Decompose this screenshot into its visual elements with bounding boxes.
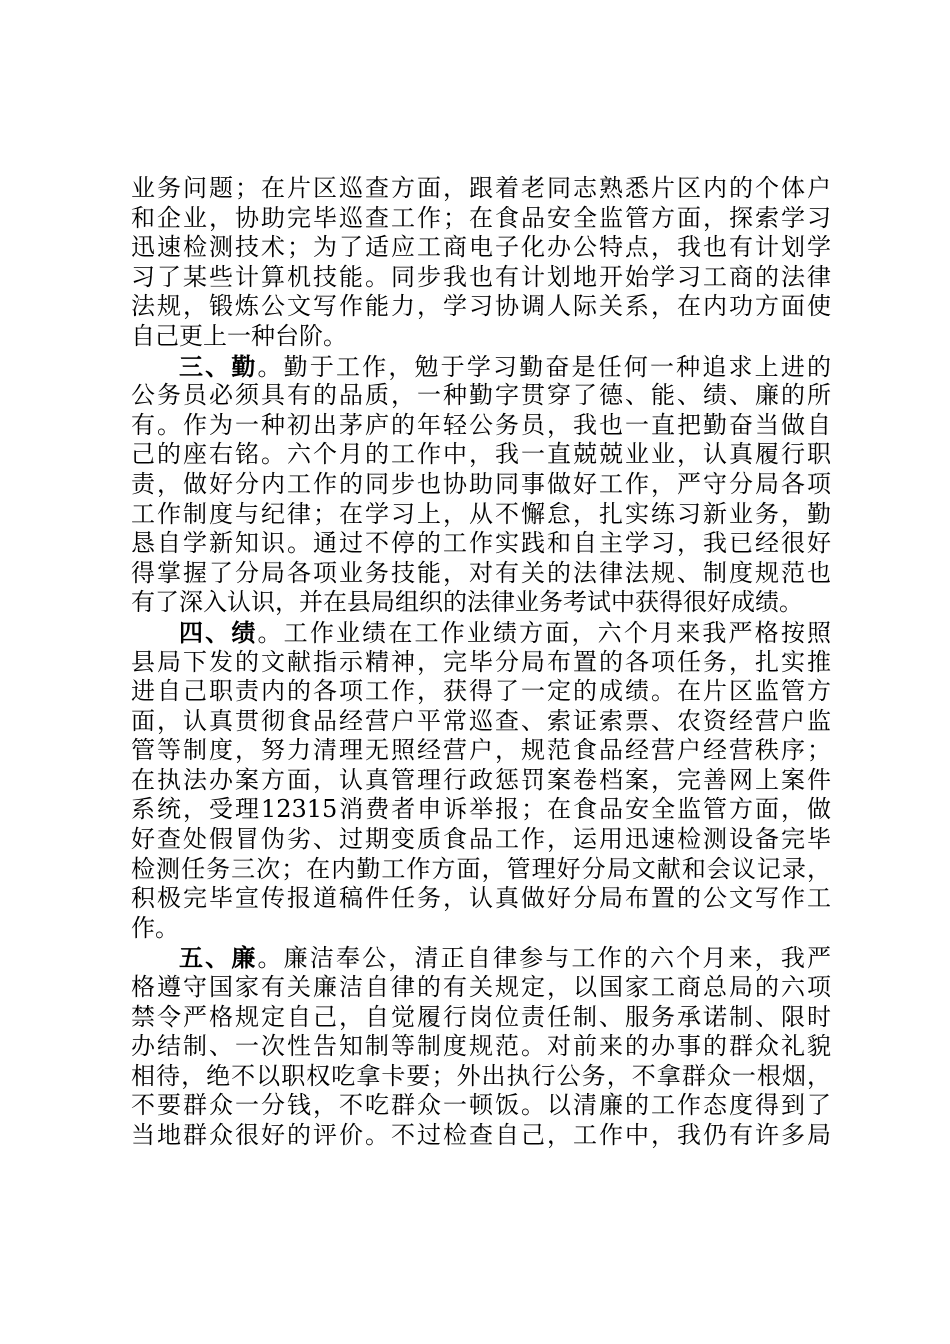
text-line: 工作制度与纪律；在学习上，从不懈怠，扎实练习新业务，勤	[131, 499, 831, 528]
text-line: 办结制、一次性告知制等制度规范。对前来的办事的群众礼貌	[131, 1032, 831, 1061]
text-line: 在执法办案方面，认真管理行政惩罚案卷档案，完善网上案件	[131, 765, 831, 794]
text-line: 和企业，协助完毕巡查工作；在食品安全监管方面，探索学习	[131, 203, 831, 232]
text-line: 系统，受理12315消费者申诉举报；在食品安全监管方面，做	[131, 795, 831, 824]
text-line: 县局下发的文献指示精神，完毕分局布置的各项任务，扎实推	[131, 647, 831, 676]
text-line: 迅速检测技术；为了适应工商电子化办公特点，我也有计划学	[131, 233, 831, 262]
text-line: 积极完毕宣传报道稿件任务，认真做好分局布置的公文写作工	[131, 884, 831, 913]
text-line: 恳自学新知识。通过不停的工作实践和自主学习，我已经很好	[131, 529, 831, 558]
text-line: 习了某些计算机技能。同步我也有计划地开始学习工商的法律	[131, 262, 831, 291]
text-line: 当地群众很好的评价。不过检查自己，工作中，我仍有许多局	[131, 1121, 831, 1149]
text-line: 己的座右铭。六个月的工作中，我一直兢兢业业，认真履行职	[131, 440, 831, 469]
text-line: 格遵守国家有关廉洁自律的有关规定，以国家工商总局的六项	[131, 973, 831, 1002]
text-run: 。廉洁奉公，清正自律参与工作的六个月来，我严	[257, 944, 831, 973]
section-heading: 四、绩	[179, 617, 258, 647]
text-line: 好查处假冒伪劣、过期变质食品工作，运用迅速检测设备完毕	[131, 825, 831, 854]
text-line	[131, 352, 831, 382]
text-line: 自己更上一种台阶。	[131, 321, 347, 350]
text-line	[131, 943, 831, 973]
document-body	[131, 174, 831, 1151]
text-line: 面，认真贯彻食品经营户平常巡查、索证索票、农资经营户监	[131, 706, 831, 735]
text-line: 进自己职责内的各项工作，获得了一定的成绩。在片区监管方	[131, 677, 831, 706]
section-heading: 五、廉	[179, 943, 258, 973]
text-line: 责，做好分内工作的同步也协助同事做好工作，严守分局各项	[131, 469, 831, 498]
text-line: 有。作为一种初出茅庐的年轻公务员，我也一直把勤奋当做自	[131, 410, 831, 439]
paragraph-integrity	[131, 943, 831, 1150]
text-line: 不要群众一分钱，不吃群众一顿饭。以清廉的工作态度得到了	[131, 1091, 831, 1120]
text-run: 。勤于工作，勉于学习勤奋是任何一种追求上进的	[257, 352, 831, 381]
text-line: 得掌握了分局各项业务技能，对有关的法律法规、制度规范也	[131, 558, 831, 587]
text-line: 作。	[131, 913, 179, 942]
text-line: 禁令严格规定自己，自觉履行岗位责任制、服务承诺制、限时	[131, 1002, 831, 1031]
section-heading: 三、勤	[179, 351, 258, 381]
text-line: 管等制度，努力清理无照经营户，规范食品经营户经营秩序；	[131, 736, 831, 765]
text-line: 有了深入认识，并在县局组织的法律业务考试中获得很好成绩。	[131, 588, 803, 617]
paragraph-performance	[131, 618, 831, 944]
text-line: 检测任务三次；在内勤工作方面，管理好分局文献和会议记录，	[131, 854, 831, 883]
text-line: 业务问题；在片区巡查方面，跟着老同志熟悉片区内的个体户	[131, 174, 831, 202]
paragraph-continuation	[131, 174, 831, 352]
text-line: 相待，绝不以职权吃拿卡要；外出执行公务，不拿群众一根烟，	[131, 1061, 831, 1090]
text-run: 。工作业绩在工作业绩方面，六个月来我严格按照	[257, 618, 831, 647]
paragraph-diligence	[131, 352, 831, 618]
text-line	[131, 618, 831, 648]
text-line: 法规，锻炼公文写作能力，学习协调人际关系，在内功方面使	[131, 292, 831, 321]
text-line: 公务员必须具有的品质，一种勤字贯穿了德、能、绩、廉的所	[131, 381, 831, 410]
